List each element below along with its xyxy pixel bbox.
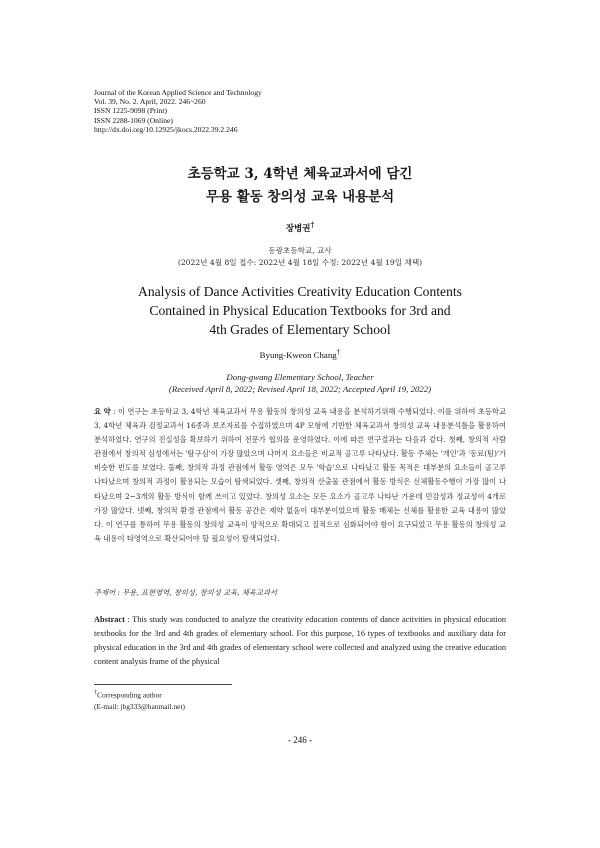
issn-online: ISSN 2288-1069 (Online) xyxy=(94,115,173,125)
corresponding-mark-en: † xyxy=(336,347,341,356)
english-affiliation-school: Dong-gwang Elementary School, Teacher xyxy=(226,372,374,382)
footnote xyxy=(94,688,185,712)
doi-link[interactable]: http://dx.doi.org/10.12925/jkocs.2022.39.2.246 xyxy=(94,124,238,134)
korean-abstract-text: : 이 연구는 초등학교 3, 4학년 체육교과서 무용 활동의 창의성 교육 내용을 분석하기위해 수행되었다. 이를 위하여 초등학교 3, 4학년 체육과 검정교과서 16종과 보조자료를 수집하였으며 4P 모형에 기반한 체육교과서 창의성 교육 내용분석틀을 활용하여 분석하였다. 연구의 진실성을 확보하기 위하여 전문가 협의를 운영하였다. 이에 따른 연구결과는 다음과 같다. 첫째, 창의적 사람 관점에서 창의적 심성에서는 '탐구심'이 가장 많았으며 나머지 요소들은 비교적 골고루 나타났다. 활동 주체는 '개인'과 '동료(팀)'가 비슷한 빈도를 보였다. 둘째, 창의적 과정 관점에서 활동 영역은 모두 '학습'으로 나타났고 활동 목적은 대부분의 요소들이 골고루 나타났으며 창의적 과정이 활용되는 모습이 탐색되었다. 셋째, 창의적 산출물 관점에서 활동 방식은 신체활동수행이 가장 많이 나타났으며 2~3개의 활동 방식이 함께 쓰이고 있었다. 창의성 요소는 모든 요소가 골고루 나타난 가운데 민감성과 정교성이 4개로 가장 많았다. 넷째, 창의적 환경 관점에서 활동 공간은 제약 없음이 대부분이었으며 활동 매체는 신체를 활용한 교육 내용이 많았다. 이 연구를 통하여 무용 활동의 창의성 교육이 양적으로 확대되고 질적으로 심화되어야 함이 요구되었고 무용 활동의 창의성 교육 내용이 타영역으로 확산되어야 할 필요성이 탐색되었다. xyxy=(94,407,507,543)
journal-header xyxy=(94,88,262,134)
english-affiliation-dates: (Received April 8, 2022; Revised April 18, 2022; Accepted April 19, 2022) xyxy=(168,384,432,394)
korean-abstract-label: 요 약 xyxy=(94,407,111,416)
korean-title-line-2: 무용 활동 창의성 교육 내용분석 xyxy=(205,189,395,205)
corresponding-mark: † xyxy=(310,220,315,229)
journal-name: Journal of the Korean Applied Science and Technology xyxy=(94,88,262,97)
korean-abstract xyxy=(94,405,506,546)
korean-keywords: 주제어 : 무용, 표현영역, 창의성, 창의성 교육, 체육교과서 xyxy=(94,588,278,597)
english-title-line-2: Contained in Physical Education Textbooks for 3rd and xyxy=(149,303,451,318)
issn-print: ISSN 1225-9098 (Print) xyxy=(94,106,167,116)
english-title-line-3: 4th Grades of Elementary School xyxy=(209,322,391,337)
footnote-label: Corresponding author xyxy=(97,690,162,700)
page-number: - 246 - xyxy=(288,735,312,745)
english-abstract xyxy=(94,613,506,669)
english-abstract-label: Abstract xyxy=(94,615,125,624)
english-abstract-text: : This study was conducted to analyze the creativity education contents of dance activities in physical education textbooks for the 3rd and 4th grades of elementary school. For this purpose, 16 types of textbooks and auxiliary data for physical education in the 3rd and 4th grades of elementary school were collected and analyzed using the creative education content analysis frame of the physical xyxy=(94,615,506,667)
korean-title xyxy=(0,163,600,209)
korean-affiliation-school: 동광초등학교, 교사 xyxy=(268,246,332,255)
korean-author-name: 장병권 xyxy=(285,223,311,234)
english-title-line-1: Analysis of Dance Activities Creativity Education Contents xyxy=(138,284,462,299)
korean-author xyxy=(0,220,600,234)
korean-title-line-1: 초등학교 3, 4학년 체육교과서에 담긴 xyxy=(187,166,413,182)
english-author xyxy=(0,347,600,360)
korean-affiliation-dates: (2022년 4월 8일 접수: 2022년 4월 18일 수정: 2022년 4월 19일 채택) xyxy=(177,258,423,267)
footnote-email: (E-mail: jbg333@hanmail.net) xyxy=(94,701,185,711)
english-author-name: Byung-Kweon Chang xyxy=(259,349,337,360)
journal-volume: Vol. 39, No. 2. April, 2022. 246~260 xyxy=(94,97,206,107)
footnote-mark: † xyxy=(94,690,98,696)
footnote-divider xyxy=(94,684,232,685)
english-title xyxy=(0,282,600,339)
korean-affiliation xyxy=(0,245,600,269)
english-affiliation xyxy=(0,371,600,395)
